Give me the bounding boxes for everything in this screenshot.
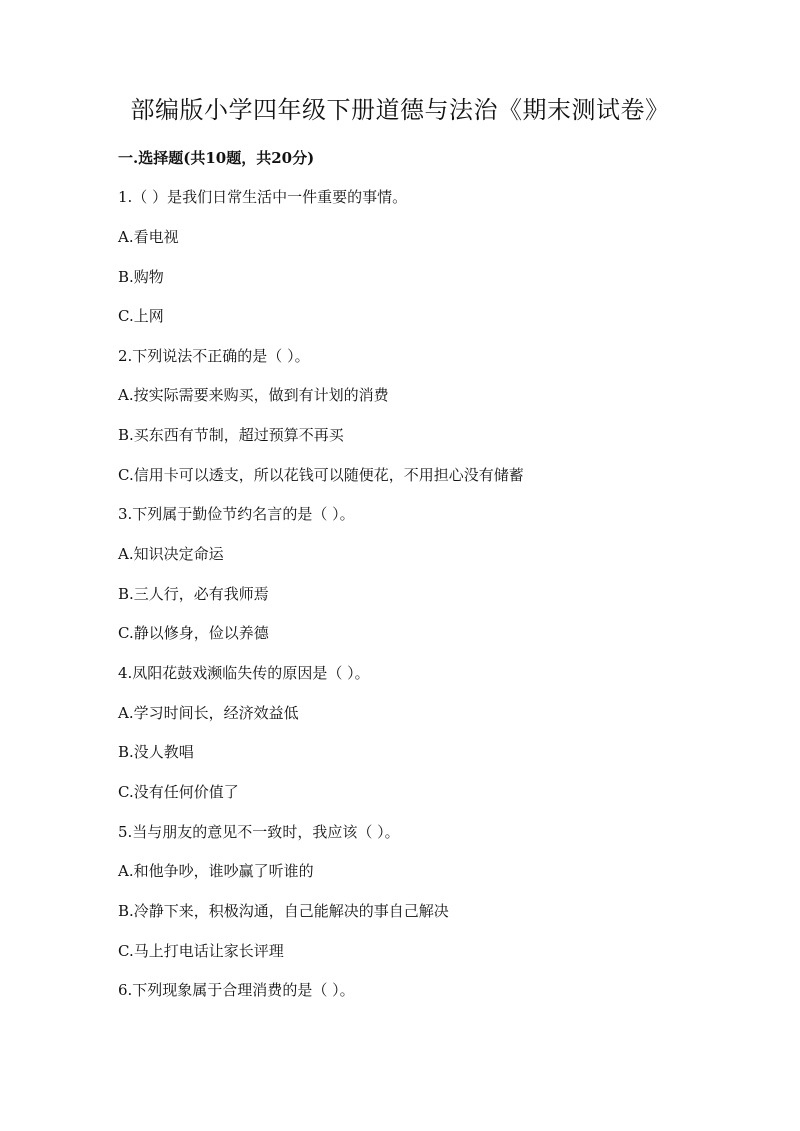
question-2-option-a: A.按实际需要来购买，做到有计划的消费: [118, 386, 389, 404]
question-4-option-c: C.没有任何价值了: [118, 783, 239, 801]
question-4-option-b: B.没人教唱: [118, 743, 194, 761]
question-2-option-c: C.信用卡可以透支，所以花钱可以随便花，不用担心没有储蓄: [118, 466, 524, 484]
question-2: 2.下列说法不正确的是（ ）。: [118, 347, 310, 365]
question-3-option-c: C.静以修身，俭以养德: [118, 624, 269, 642]
question-4: 4.凤阳花鼓戏濒临失传的原因是（ ）。: [118, 664, 370, 682]
question-6: 6.下列现象属于合理消费的是（ ）。: [118, 981, 355, 999]
question-5: 5.当与朋友的意见不一致时，我应该（ ）。: [118, 823, 400, 841]
exam-title: 部编版小学四年级下册道德与法治《期末测试卷》: [130, 96, 670, 124]
question-1-option-a: A.看电视: [118, 228, 179, 246]
question-5-option-a: A.和他争吵，谁吵赢了听谁的: [118, 862, 314, 880]
question-3-option-b: B.三人行，必有我师焉: [118, 585, 269, 603]
question-5-option-c: C.马上打电话让家长评理: [118, 942, 284, 960]
question-3: 3.下列属于勤俭节约名言的是（ ）。: [118, 505, 355, 523]
question-1-option-b: B.购物: [118, 268, 164, 286]
section-heading: 一.选择题(共10题，共20分): [118, 149, 315, 167]
question-3-option-a: A.知识决定命运: [118, 545, 224, 563]
question-1: 1.（ ）是我们日常生活中一件重要的事情。: [118, 188, 408, 206]
question-5-option-b: B.冷静下来，积极沟通，自己能解决的事自己解决: [118, 902, 449, 920]
question-4-option-a: A.学习时间长，经济效益低: [118, 704, 299, 722]
question-1-option-c: C.上网: [118, 307, 164, 325]
question-2-option-b: B.买东西有节制，超过预算不再买: [118, 426, 344, 444]
